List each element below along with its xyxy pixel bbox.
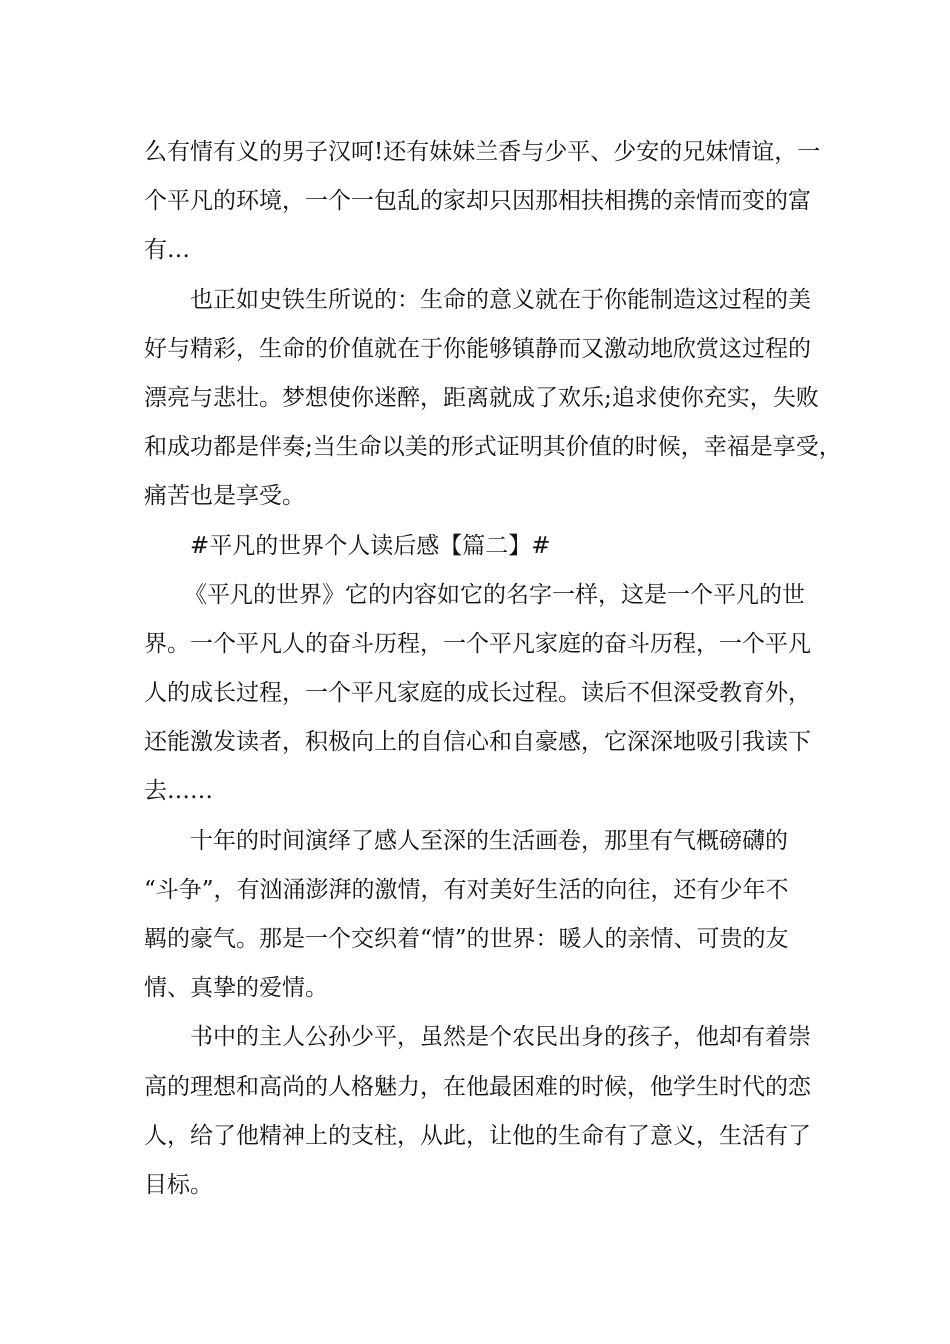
text-line: 么有情有义的男子汉呵!还有妹妹兰香与少平、少安的兄妹情谊，一 — [144, 139, 821, 165]
section-heading: #平凡的世界个人读后感【篇二】# — [190, 532, 551, 559]
text-line: 情、真挚的爱情。 — [144, 975, 328, 1002]
text-line: 漂亮与悲壮。梦想使你迷醉，距离就成了欢乐;追求使你充实，失败 — [144, 384, 819, 411]
paragraph-start-line: 书中的主人公孙少平，虽然是个农民出身的孩子，他却有着崇 — [190, 1024, 811, 1051]
text-line: 还能激发读者，积极向上的自信心和自豪感，它深深地吸引我读下 — [144, 729, 811, 756]
paragraph-start-line: 也正如史铁生所说的：生命的意义就在于你能制造这过程的美 — [190, 286, 811, 313]
document-body — [144, 128, 842, 1210]
text-line: 去…… — [144, 778, 213, 805]
text-line: 人的成长过程，一个平凡家庭的成长过程。读后不但深受教育外， — [144, 680, 811, 707]
text-line: 有… — [144, 237, 190, 264]
text-line: 界。一个平凡人的奋斗历程，一个平凡家庭的奋斗历程，一个平凡 — [144, 630, 811, 657]
text-line: 和成功都是伴奏;当生命以美的形式证明其价值的时候，幸福是享受， — [144, 434, 842, 461]
text-line: 目标。 — [144, 1171, 213, 1198]
paragraph-start-line: 十年的时间演绎了感人至深的生活画卷，那里有气概磅礴的 — [190, 827, 788, 854]
text-line: 人，给了他精神上的支柱，从此，让他的生命有了意义，生活有了 — [144, 1122, 811, 1149]
text-line: 羁的豪气。那是一个交织着“情”的世界：暖人的亲情、可贵的友 — [144, 926, 789, 952]
text-line: 好与精彩，生命的价值就在于你能够镇静而又激动地欣赏这过程的 — [144, 335, 811, 362]
text-line: “斗争”，有汹涌澎湃的激情，有对美好生活的向往，还有少年不 — [144, 876, 789, 903]
text-line: 个平凡的环境，一个一包乱的家却只因那相扶相携的亲情而变的富 — [144, 188, 811, 215]
text-line: 高的理想和高尚的人格魅力，在他最困难的时候，他学生时代的恋 — [144, 1073, 811, 1100]
paragraph-start-line: 《平凡的世界》它的内容如它的名字一样，这是一个平凡的世 — [184, 581, 805, 608]
text-line: 痛苦也是享受。 — [144, 483, 305, 510]
